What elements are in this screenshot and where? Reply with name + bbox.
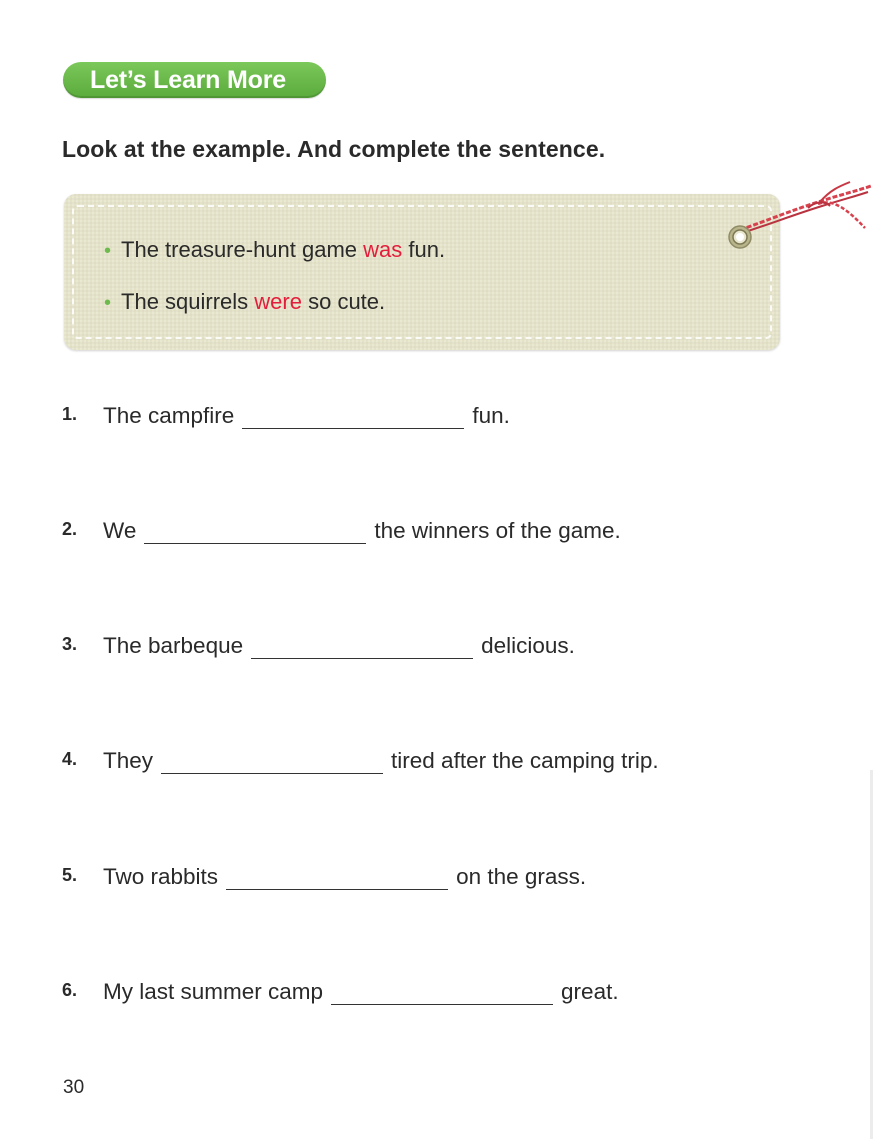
bullet-icon: • [104,292,112,314]
exercise-number: 4. [62,749,78,769]
exercise-number: 5. [62,865,78,885]
grommet-icon [727,224,753,250]
answer-blank[interactable] [251,638,473,659]
page-number: 30 [63,1077,85,1098]
answer-blank[interactable] [331,984,553,1005]
highlighted-verb: was [363,237,403,262]
answer-blank[interactable] [144,523,366,544]
exercise-item-3: 3. The barbeque delicious. [62,633,575,658]
exercise-number: 2. [62,519,78,539]
stitched-border [72,205,772,339]
answer-blank[interactable] [161,753,383,774]
tag-string-icon [738,180,873,250]
section-title: Let’s Learn More [90,66,286,94]
section-title-badge [63,62,326,98]
answer-blank[interactable] [242,408,464,429]
exercise-number: 3. [62,634,78,654]
example-sentence-2: • The squirrels were so cute. [104,289,386,314]
highlighted-verb: were [254,289,302,314]
example-sentence-1: • The treasure-hunt game was fun. [104,237,446,262]
bullet-icon: • [104,240,112,262]
exercise-item-2: 2. We the winners of the game. [62,518,621,543]
example-box [64,194,780,350]
exercise-item-1: 1. The campfire fun. [62,403,510,428]
exercise-item-4: 4. They tired after the camping trip. [62,748,659,773]
instructions-heading: Look at the example. And complete the sentence. [62,136,606,162]
exercise-item-6: 6. My last summer camp great. [62,979,619,1004]
exercise-item-5: 5. Two rabbits on the grass. [62,864,587,889]
exercise-number: 1. [62,404,78,424]
answer-blank[interactable] [226,869,448,890]
exercise-number: 6. [62,980,78,1000]
